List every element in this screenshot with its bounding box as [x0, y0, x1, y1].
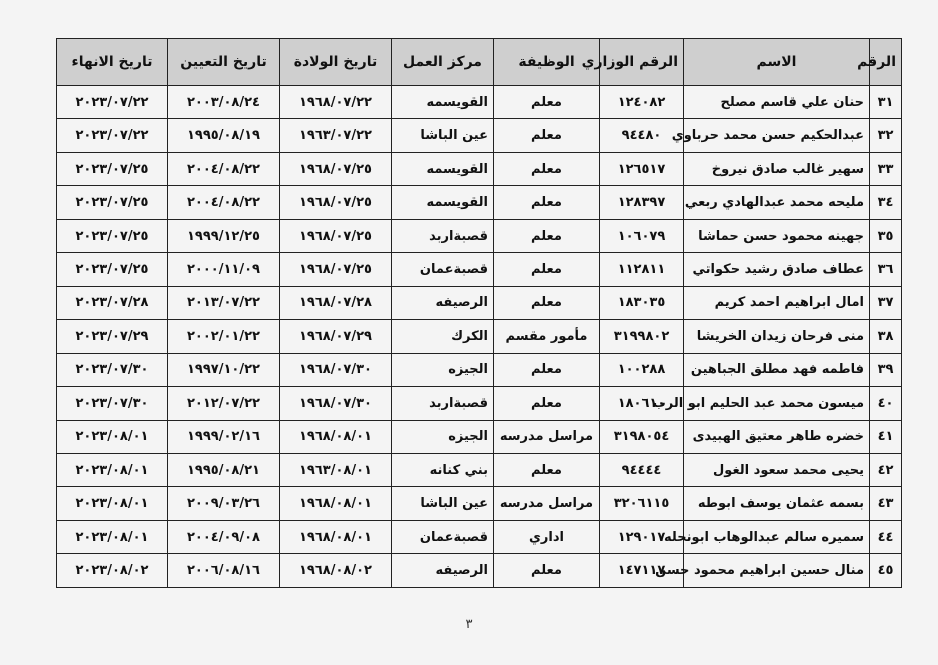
cell-ministry-id: ٩٤٤٤٤ [600, 453, 684, 486]
cell-appointment-date: ١٩٩٥/٠٨/٢١ [168, 453, 280, 486]
cell-ministry-id: ١٠٦٠٧٩ [600, 219, 684, 252]
cell-workplace: الرصيفه [392, 286, 494, 319]
cell-ministry-id: ١١٢٨١١ [600, 253, 684, 286]
cell-workplace: الجيزه [392, 353, 494, 386]
cell-job: معلم [494, 253, 600, 286]
cell-birth-date: ١٩٦٨/٠٧/٢٥ [280, 219, 392, 252]
cell-num: ٤٣ [870, 487, 902, 520]
cell-end-date: ٢٠٢٣/٠٧/٢٥ [57, 219, 168, 252]
cell-num: ٣١ [870, 86, 902, 119]
cell-end-date: ٢٠٢٣/٠٧/٢٥ [57, 253, 168, 286]
cell-job: مراسل مدرسه [494, 420, 600, 453]
cell-job: مراسل مدرسه [494, 487, 600, 520]
cell-name: امال ابراهيم احمد كريم [684, 286, 870, 319]
cell-job: معلم [494, 554, 600, 588]
cell-appointment-date: ٢٠٠٢/٠١/٢٢ [168, 320, 280, 353]
cell-ministry-id: ١٨٣٠٣٥ [600, 286, 684, 319]
cell-end-date: ٢٠٢٣/٠٨/٠١ [57, 487, 168, 520]
cell-birth-date: ١٩٦٨/٠٧/٢٨ [280, 286, 392, 319]
cell-job: معلم [494, 286, 600, 319]
cell-appointment-date: ٢٠١٢/٠٧/٢٢ [168, 387, 280, 420]
cell-birth-date: ١٩٦٨/٠٧/٢٥ [280, 152, 392, 185]
cell-birth-date: ١٩٦٨/٠٧/٢٩ [280, 320, 392, 353]
cell-workplace: القويسمه [392, 86, 494, 119]
cell-num: ٣٦ [870, 253, 902, 286]
cell-name: جهينه محمود حسن حماشا [684, 219, 870, 252]
table-row [57, 520, 902, 553]
header-appointment-date: تاريخ التعيين [168, 39, 280, 86]
cell-end-date: ٢٠٢٣/٠٧/٢٢ [57, 119, 168, 152]
table-row [57, 353, 902, 386]
cell-appointment-date: ١٩٩٧/١٠/٢٢ [168, 353, 280, 386]
cell-ministry-id: ١٢٩٠١٧ [600, 520, 684, 553]
cell-birth-date: ١٩٦٣/٠٨/٠١ [280, 453, 392, 486]
cell-name: منال حسين ابراهيم محمود حسن [684, 554, 870, 588]
cell-birth-date: ١٩٦٨/٠٧/٣٠ [280, 353, 392, 386]
cell-end-date: ٢٠٢٣/٠٧/٣٠ [57, 353, 168, 386]
cell-ministry-id: ١٨٠٦١٠ [600, 387, 684, 420]
cell-ministry-id: ٣١٩٩٨٠٢ [600, 320, 684, 353]
cell-ministry-id: ٣٢٠٦١١٥ [600, 487, 684, 520]
cell-name: خضره طاهر معتيق الهبيدى [684, 420, 870, 453]
cell-end-date: ٢٠٢٣/٠٧/٢٨ [57, 286, 168, 319]
cell-end-date: ٢٠٢٣/٠٧/٢٩ [57, 320, 168, 353]
cell-num: ٤١ [870, 420, 902, 453]
table-row [57, 253, 902, 286]
cell-num: ٣٤ [870, 186, 902, 219]
header-birth-date: تاريخ الولادة [280, 39, 392, 86]
cell-job: مأمور مقسم [494, 320, 600, 353]
cell-appointment-date: ٢٠٠٤/٠٨/٢٢ [168, 186, 280, 219]
cell-end-date: ٢٠٢٣/٠٨/٠١ [57, 453, 168, 486]
cell-num: ٣٢ [870, 119, 902, 152]
cell-workplace: القويسمه [392, 186, 494, 219]
employee-table [56, 38, 902, 588]
cell-num: ٤٤ [870, 520, 902, 553]
cell-workplace: الرصيفه [392, 554, 494, 588]
cell-appointment-date: ٢٠٠٠/١١/٠٩ [168, 253, 280, 286]
cell-appointment-date: ٢٠٠٩/٠٣/٢٦ [168, 487, 280, 520]
header-job: الوظيفة [494, 39, 600, 86]
cell-birth-date: ١٩٦٨/٠٨/٠١ [280, 420, 392, 453]
table-row [57, 420, 902, 453]
cell-appointment-date: ٢٠٠٣/٠٨/٢٤ [168, 86, 280, 119]
cell-workplace: قصبةاربد [392, 219, 494, 252]
cell-birth-date: ١٩٦٨/٠٨/٠٢ [280, 554, 392, 588]
cell-birth-date: ١٩٦٣/٠٧/٢٢ [280, 119, 392, 152]
table-header-row [57, 39, 902, 86]
cell-num: ٣٣ [870, 152, 902, 185]
header-num: الرقم [870, 39, 902, 86]
table-row [57, 554, 902, 588]
table-row [57, 320, 902, 353]
cell-appointment-date: ٢٠١٣/٠٧/٢٢ [168, 286, 280, 319]
table-row [57, 86, 902, 119]
table-row [57, 219, 902, 252]
cell-name: عبدالحكيم حسن محمد حرباوي [684, 119, 870, 152]
cell-workplace: الجيزه [392, 420, 494, 453]
cell-name: منى فرحان زيدان الخريشا [684, 320, 870, 353]
cell-name: عطاف صادق رشيد حكواتي [684, 253, 870, 286]
cell-name: ميسون محمد عبد الحليم ابو الرب [684, 387, 870, 420]
cell-end-date: ٢٠٢٣/٠٧/٢٢ [57, 86, 168, 119]
cell-job: معلم [494, 186, 600, 219]
header-workplace: مركز العمل [392, 39, 494, 86]
cell-name: سميره سالم عبدالوهاب ابونحله [684, 520, 870, 553]
cell-ministry-id: ٩٤٤٨٠ [600, 119, 684, 152]
cell-job: معلم [494, 152, 600, 185]
cell-ministry-id: ١٤٧١١٧ [600, 554, 684, 588]
table-body [57, 86, 902, 588]
cell-num: ٣٥ [870, 219, 902, 252]
cell-job: معلم [494, 353, 600, 386]
table-row [57, 152, 902, 185]
cell-name: مليحه محمد عبدالهادي ربعي [684, 186, 870, 219]
table-row [57, 487, 902, 520]
cell-name: يحيى محمد سعود الغول [684, 453, 870, 486]
cell-job: معلم [494, 119, 600, 152]
cell-appointment-date: ١٩٩٩/٠٢/١٦ [168, 420, 280, 453]
cell-name: فاطمه فهد مطلق الجباهين [684, 353, 870, 386]
cell-num: ٤٥ [870, 554, 902, 588]
cell-num: ٣٩ [870, 353, 902, 386]
cell-name: حنان علي قاسم مصلح [684, 86, 870, 119]
cell-end-date: ٢٠٢٣/٠٨/٠٢ [57, 554, 168, 588]
table-row [57, 387, 902, 420]
cell-ministry-id: ١٠٠٢٨٨ [600, 353, 684, 386]
table-row [57, 453, 902, 486]
cell-workplace: عين الباشا [392, 119, 494, 152]
cell-end-date: ٢٠٢٣/٠٧/٢٥ [57, 152, 168, 185]
header-end-date: تاريخ الانهاء [57, 39, 168, 86]
table-row [57, 119, 902, 152]
cell-end-date: ٢٠٢٣/٠٨/٠١ [57, 420, 168, 453]
cell-num: ٣٨ [870, 320, 902, 353]
cell-workplace: عين الباشا [392, 487, 494, 520]
cell-num: ٤٢ [870, 453, 902, 486]
cell-workplace: القويسمه [392, 152, 494, 185]
cell-ministry-id: ٣١٩٨٠٥٤ [600, 420, 684, 453]
header-ministry-id: الرقم الوزاري [600, 39, 684, 86]
cell-job: معلم [494, 86, 600, 119]
cell-birth-date: ١٩٦٨/٠٧/٢٢ [280, 86, 392, 119]
cell-job: معلم [494, 387, 600, 420]
cell-name: بسمه عثمان يوسف ابوطه [684, 487, 870, 520]
cell-end-date: ٢٠٢٣/٠٧/٣٠ [57, 387, 168, 420]
header-name: الاسم [684, 39, 870, 86]
table-row [57, 186, 902, 219]
cell-end-date: ٢٠٢٣/٠٧/٢٥ [57, 186, 168, 219]
cell-birth-date: ١٩٦٨/٠٧/٢٥ [280, 186, 392, 219]
cell-birth-date: ١٩٦٨/٠٧/٢٥ [280, 253, 392, 286]
cell-end-date: ٢٠٢٣/٠٨/٠١ [57, 520, 168, 553]
cell-workplace: قصبةعمان [392, 253, 494, 286]
cell-ministry-id: ١٢٤٠٨٢ [600, 86, 684, 119]
cell-num: ٤٠ [870, 387, 902, 420]
table-row [57, 286, 902, 319]
cell-name: سهير غالب صادق نيروخ [684, 152, 870, 185]
cell-birth-date: ١٩٦٨/٠٨/٠١ [280, 520, 392, 553]
cell-job: اداري [494, 520, 600, 553]
cell-workplace: الكرك [392, 320, 494, 353]
cell-num: ٣٧ [870, 286, 902, 319]
cell-appointment-date: ٢٠٠٦/٠٨/١٦ [168, 554, 280, 588]
cell-job: معلم [494, 219, 600, 252]
cell-appointment-date: ٢٠٠٤/٠٩/٠٨ [168, 520, 280, 553]
cell-appointment-date: ١٩٩٩/١٢/٢٥ [168, 219, 280, 252]
cell-ministry-id: ١٢٦٥١٧ [600, 152, 684, 185]
cell-job: معلم [494, 453, 600, 486]
cell-appointment-date: ٢٠٠٤/٠٨/٢٢ [168, 152, 280, 185]
cell-workplace: بني كنانه [392, 453, 494, 486]
cell-birth-date: ١٩٦٨/٠٧/٣٠ [280, 387, 392, 420]
cell-ministry-id: ١٢٨٣٩٧ [600, 186, 684, 219]
page-number: ٣ [465, 617, 473, 632]
cell-birth-date: ١٩٦٨/٠٨/٠١ [280, 487, 392, 520]
cell-appointment-date: ١٩٩٥/٠٨/١٩ [168, 119, 280, 152]
cell-workplace: قصبةعمان [392, 520, 494, 553]
cell-workplace: قصبةاربد [392, 387, 494, 420]
